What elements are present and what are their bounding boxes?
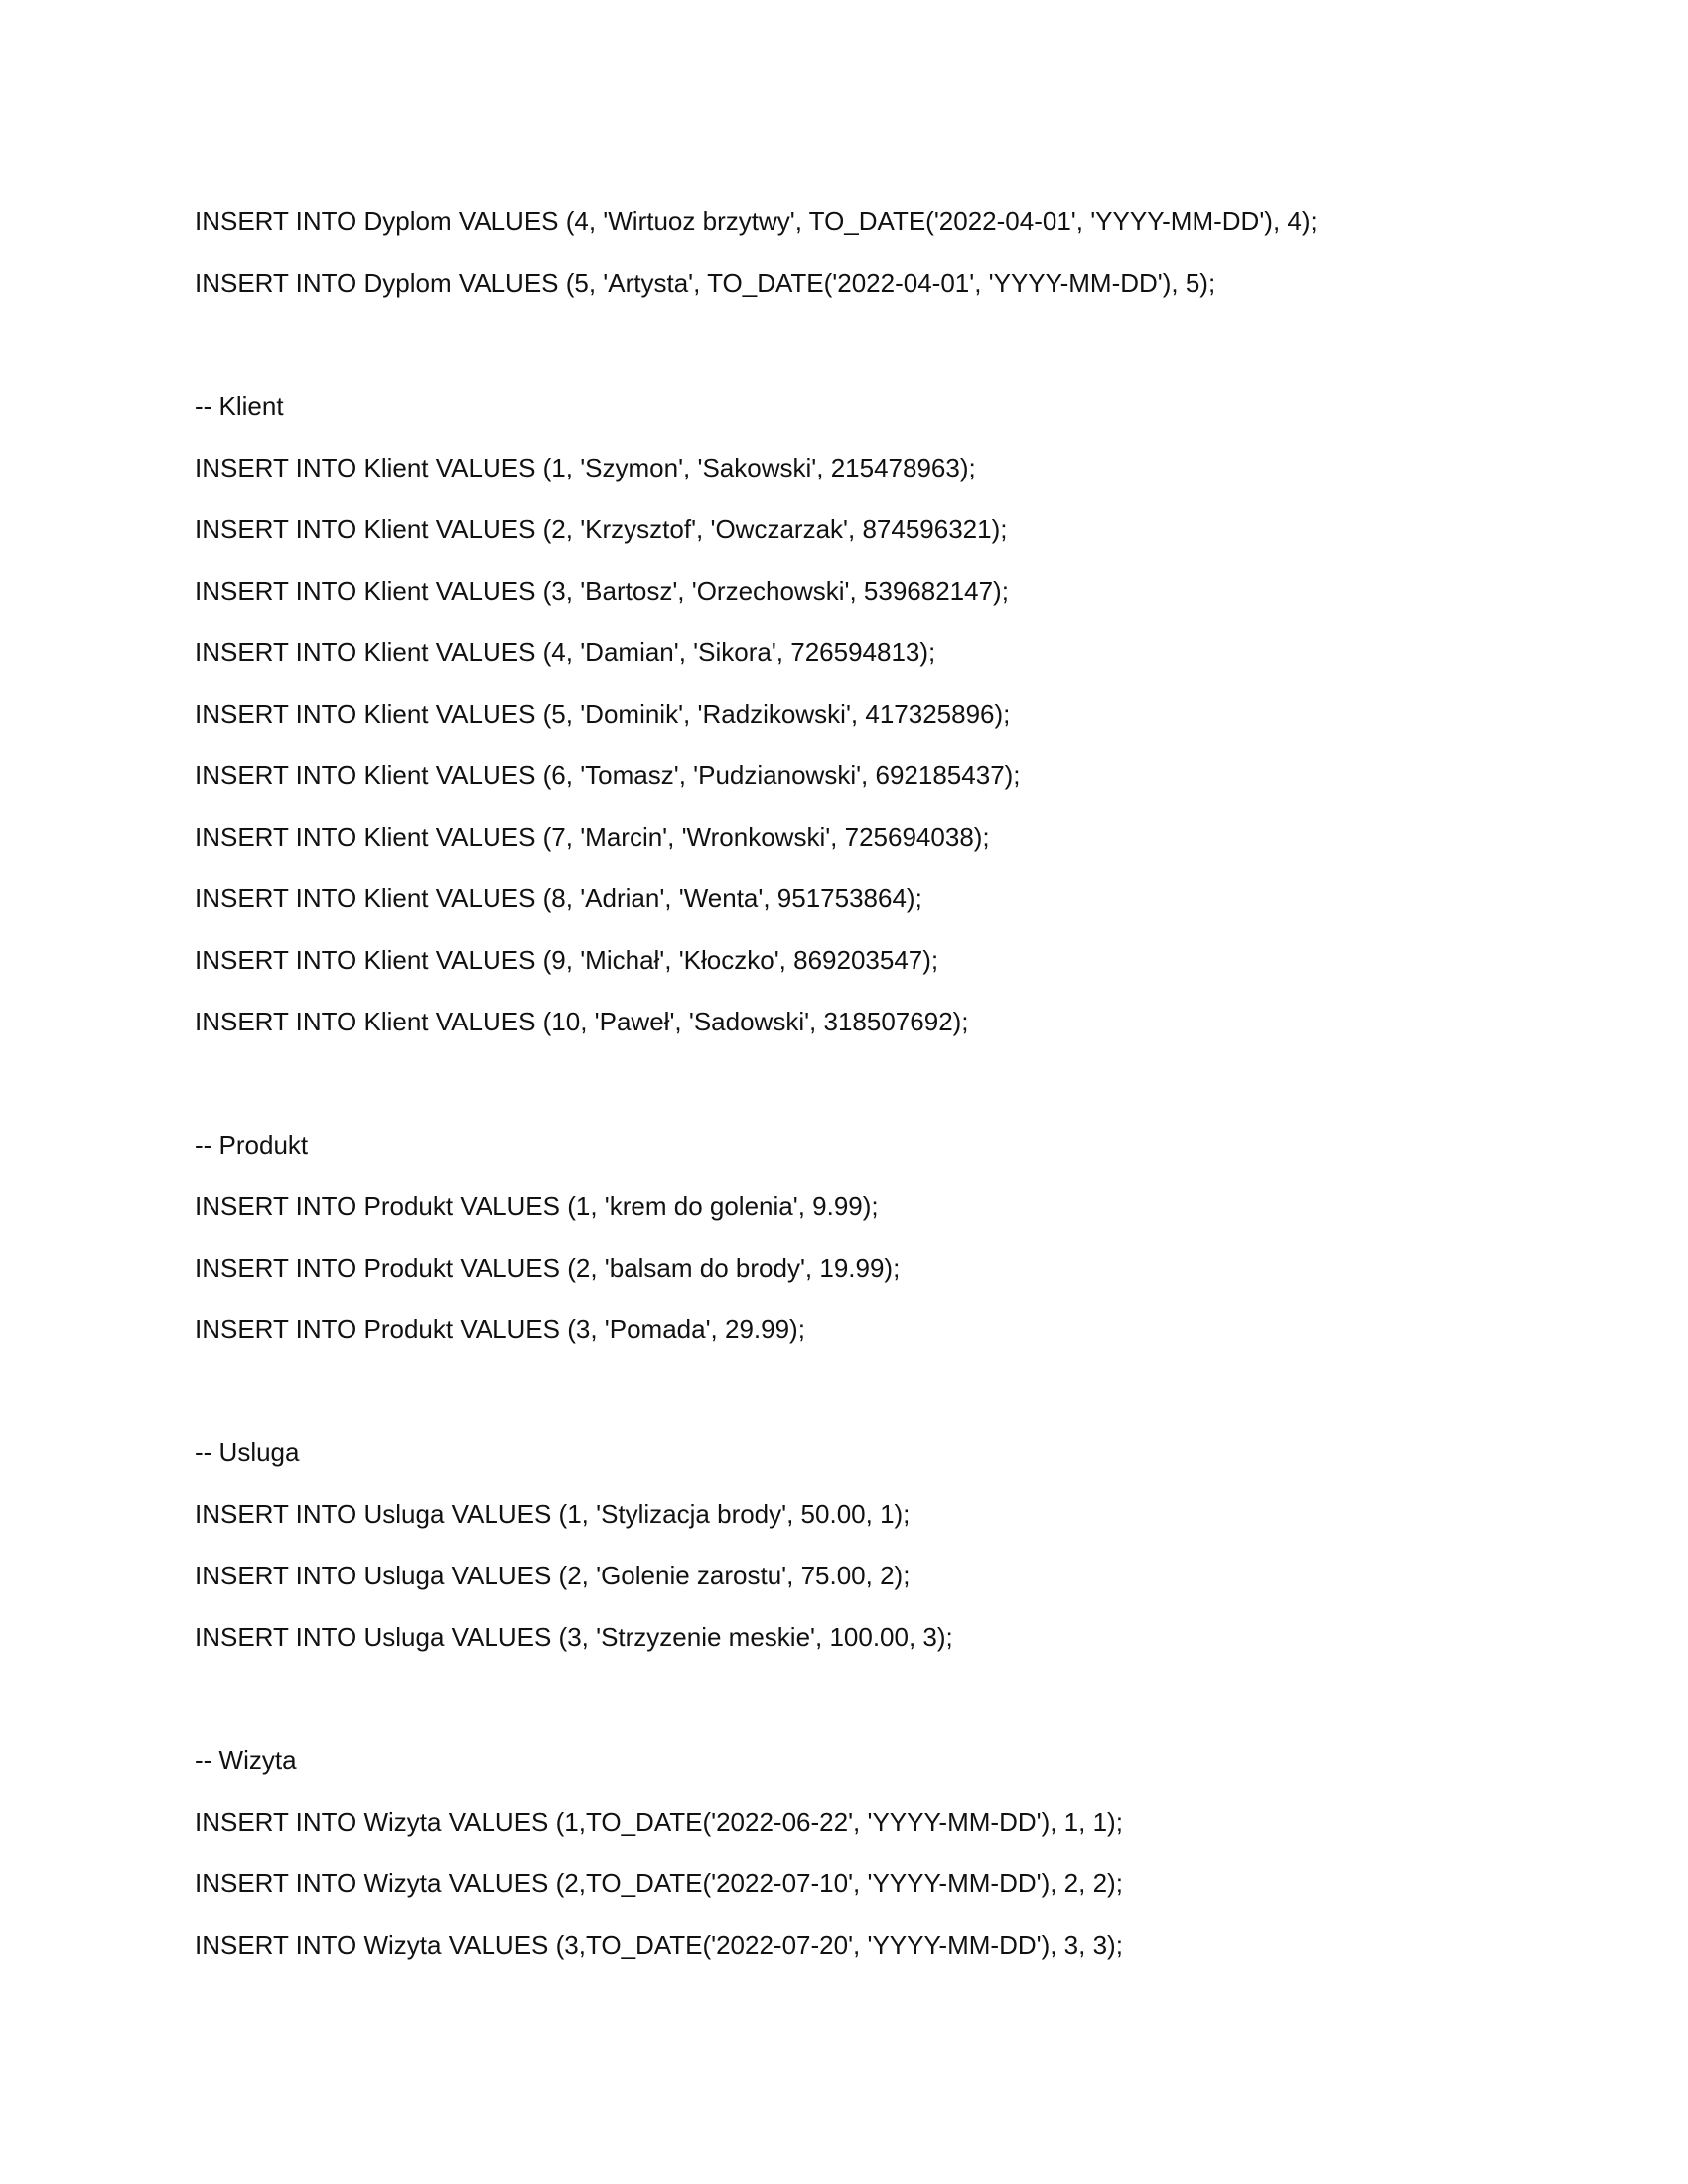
sql-line-klient-8: INSERT INTO Klient VALUES (8, 'Adrian', 'Wenta', 951753864); [195,884,922,913]
sql-line-wizyta-1: INSERT INTO Wizyta VALUES (1,TO_DATE('2022-06-22', 'YYYY-MM-DD'), 1, 1); [195,1807,1123,1837]
section-comment-produkt: -- Produkt [195,1130,309,1160]
sql-line-klient-4: INSERT INTO Klient VALUES (4, 'Damian', 'Sikora', 726594813); [195,637,936,667]
sql-line-produkt-3: INSERT INTO Produkt VALUES (3, 'Pomada', 29.99); [195,1314,805,1344]
sql-line-klient-10: INSERT INTO Klient VALUES (10, 'Paweł', 'Sadowski', 318507692); [195,1007,969,1036]
blank-line [195,1052,1585,1114]
sql-line-produkt-1: INSERT INTO Produkt VALUES (1, 'krem do golenia', 9.99); [195,1191,879,1221]
sql-line-klient-1: INSERT INTO Klient VALUES (1, 'Szymon', 'Sakowski', 215478963); [195,453,976,482]
sql-line-klient-6: INSERT INTO Klient VALUES (6, 'Tomasz', 'Pudzianowski', 692185437); [195,760,1021,790]
section-comment-wizyta: -- Wizyta [195,1745,297,1775]
section-comment-klient: -- Klient [195,391,284,421]
section-comment-usluga: -- Usluga [195,1437,300,1467]
sql-line-klient-3: INSERT INTO Klient VALUES (3, 'Bartosz', 'Orzechowski', 539682147); [195,576,1009,606]
sql-line-usluga-1: INSERT INTO Usluga VALUES (1, 'Stylizacja brody', 50.00, 1); [195,1499,911,1529]
blank-line [195,1668,1585,1729]
sql-line-klient-5: INSERT INTO Klient VALUES (5, 'Dominik', 'Radzikowski', 417325896); [195,699,1011,729]
sql-line-wizyta-3: INSERT INTO Wizyta VALUES (3,TO_DATE('2022-07-20', 'YYYY-MM-DD'), 3, 3); [195,1930,1123,1960]
sql-line-produkt-2: INSERT INTO Produkt VALUES (2, 'balsam do brody', 19.99); [195,1253,901,1283]
sql-line-dyplom-4: INSERT INTO Dyplom VALUES (4, 'Wirtuoz brzytwy', TO_DATE('2022-04-01', 'YYYY-MM-DD'), 4); [195,206,1318,236]
sql-line-klient-9: INSERT INTO Klient VALUES (9, 'Michał', 'Kłoczko', 869203547); [195,945,939,975]
blank-line [195,1360,1585,1422]
sql-line-dyplom-5: INSERT INTO Dyplom VALUES (5, 'Artysta', TO_DATE('2022-04-01', 'YYYY-MM-DD'), 5); [195,268,1216,298]
sql-line-usluga-2: INSERT INTO Usluga VALUES (2, 'Golenie zarostu', 75.00, 2); [195,1561,911,1590]
sql-line-wizyta-2: INSERT INTO Wizyta VALUES (2,TO_DATE('2022-07-10', 'YYYY-MM-DD'), 2, 2); [195,1868,1123,1898]
sql-line-usluga-3: INSERT INTO Usluga VALUES (3, 'Strzyzenie meskie', 100.00, 3); [195,1622,953,1652]
blank-line [195,314,1585,375]
sql-line-klient-2: INSERT INTO Klient VALUES (2, 'Krzysztof', 'Owczarzak', 874596321); [195,514,1008,544]
sql-line-klient-7: INSERT INTO Klient VALUES (7, 'Marcin', 'Wronkowski', 725694038); [195,822,990,852]
sql-text-body [195,191,1585,1976]
